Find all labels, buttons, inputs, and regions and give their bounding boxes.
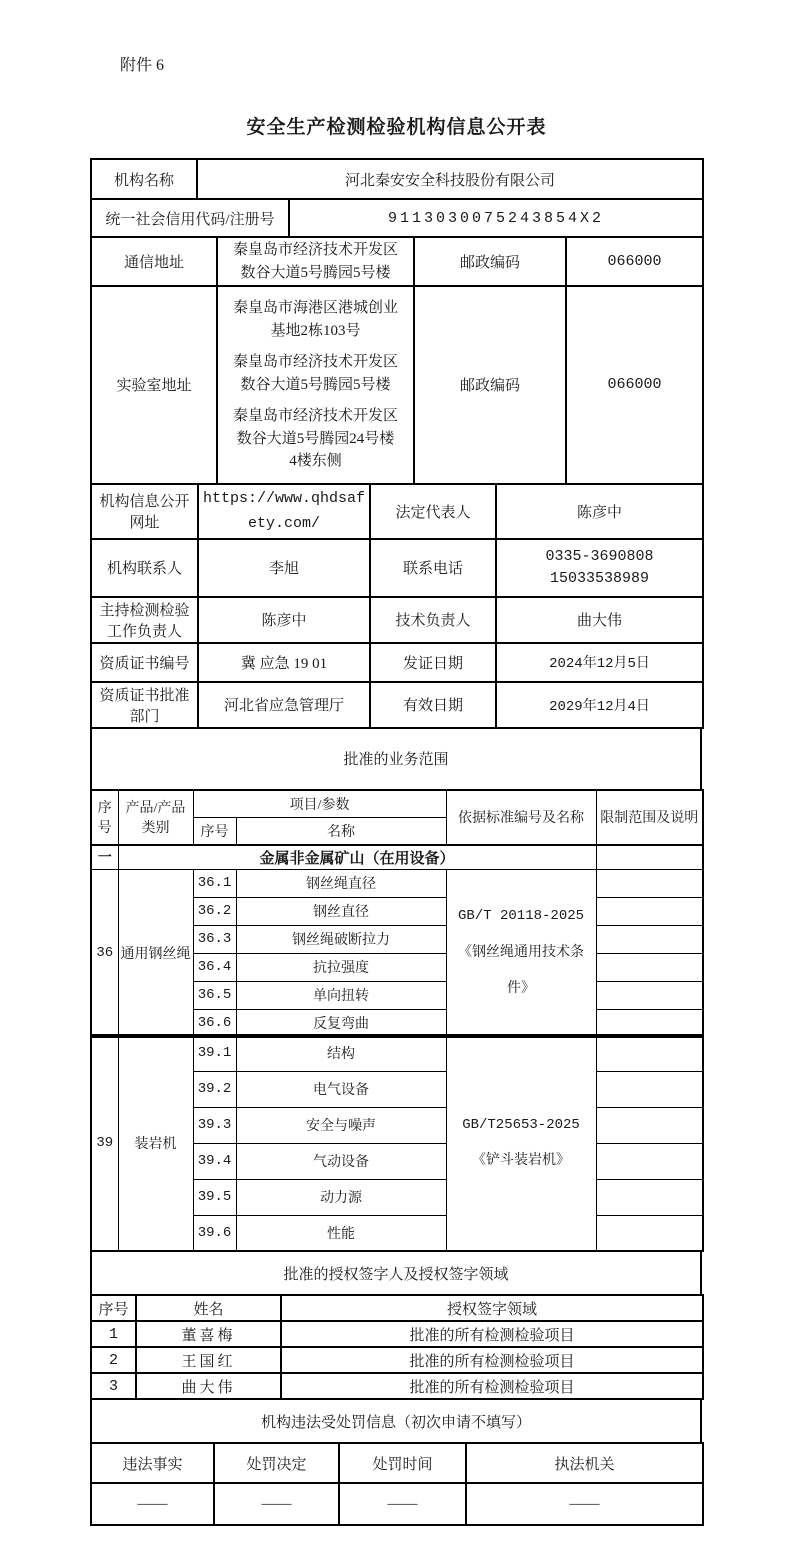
table-row <box>91 1321 703 1347</box>
item-name: 抗拉强度 <box>236 953 446 981</box>
contact-value: 李旭 <box>198 539 370 597</box>
table-row <box>91 869 703 897</box>
table-row <box>91 1035 703 1071</box>
item-name: 气动设备 <box>236 1143 446 1179</box>
item-no: 39.2 <box>193 1071 236 1107</box>
postal-address-value <box>217 237 414 286</box>
col-header-sub-no: 序号 <box>193 818 236 845</box>
org-name-value: 河北秦安安全科技股份有限公司 <box>197 159 703 199</box>
category-row <box>91 845 703 870</box>
vio-agency-value: —— <box>466 1483 703 1525</box>
sig-domain: 批准的所有检测检验项目 <box>281 1321 703 1347</box>
group-product: 装岩机 <box>118 1035 193 1251</box>
sig-no: 1 <box>91 1321 136 1347</box>
violations-table <box>90 1442 704 1526</box>
vio-col-agency: 执法机关 <box>466 1443 703 1483</box>
limit-cell <box>596 1071 703 1107</box>
cert-approver-value: 河北省应急管理厅 <box>198 682 370 728</box>
violations-section <box>90 1398 702 1444</box>
cert-approver-label: 资质证书批准部门 <box>91 682 198 728</box>
vio-col-fact: 违法事实 <box>91 1443 214 1483</box>
lead-value: 陈彦中 <box>198 597 370 643</box>
col-header-product: 产品/产品类别 <box>118 790 193 845</box>
form-block-bottom <box>90 1034 704 1526</box>
limit-cell <box>596 1107 703 1143</box>
sig-no: 2 <box>91 1347 136 1373</box>
signatories-section-title: 批准的授权签字人及授权签字领域 <box>91 1251 701 1295</box>
sig-domain: 批准的所有检测检验项目 <box>281 1373 703 1399</box>
postal-address-label: 通信地址 <box>91 237 217 286</box>
scope-table-39 <box>90 1034 704 1252</box>
item-name: 电气设备 <box>236 1071 446 1107</box>
group-no: 39 <box>91 1035 118 1251</box>
vio-decision-value: —— <box>214 1483 339 1525</box>
item-name: 单向扭转 <box>236 981 446 1009</box>
table-row <box>91 1347 703 1373</box>
limit-cell <box>596 1143 703 1179</box>
item-name: 钢丝直径 <box>236 897 446 925</box>
lab-address-3: 秦皇岛市经济技术开发区 数谷大道5号腾园24号楼 4楼东侧 <box>232 408 398 469</box>
table-row <box>91 682 703 728</box>
limit-cell <box>596 925 703 953</box>
lab-address-2: 秦皇岛市经济技术开发区 数谷大道5号腾园5号楼 <box>232 354 398 393</box>
credit-code-label: 统一社会信用代码/注册号 <box>91 199 289 237</box>
item-name: 钢丝绳直径 <box>236 869 446 897</box>
table-row <box>91 484 703 539</box>
table-row <box>91 237 703 286</box>
item-name: 性能 <box>236 1215 446 1251</box>
sig-col-name: 姓名 <box>136 1295 281 1321</box>
phone-value <box>496 539 703 597</box>
limit-cell <box>596 1179 703 1215</box>
limit-cell <box>596 1215 703 1251</box>
scope-table-36 <box>90 789 704 1039</box>
table-row <box>91 286 703 484</box>
category-name: 金属非金属矿山（在用设备） <box>118 845 596 870</box>
lab-address-1: 秦皇岛市海港区港城创业 基地2栋103号 <box>232 300 398 339</box>
limit-cell <box>596 981 703 1009</box>
info-row-credit-code <box>90 198 704 238</box>
item-no: 36.1 <box>193 869 236 897</box>
table-row <box>91 1373 703 1399</box>
sig-name: 董喜梅 <box>136 1321 281 1347</box>
zip-value: 066000 <box>566 237 703 286</box>
issue-date-value: 2024年12月5日 <box>496 643 703 682</box>
limit-cell <box>596 845 703 870</box>
table-row <box>91 1483 703 1525</box>
item-name: 安全与噪声 <box>236 1107 446 1143</box>
item-no: 36.3 <box>193 925 236 953</box>
lab-address-label: 实验室地址 <box>91 286 217 484</box>
item-no: 39.6 <box>193 1215 236 1251</box>
scope-section-title: 批准的业务范围 <box>91 728 701 790</box>
scope-section <box>90 727 702 791</box>
limit-cell <box>596 1035 703 1071</box>
website-label: 机构信息公开网址 <box>91 484 198 539</box>
lead-label: 主持检测检验工作负责人 <box>91 597 198 643</box>
contact-label: 机构联系人 <box>91 539 198 597</box>
zip-label: 邮政编码 <box>414 237 566 286</box>
item-no: 36.5 <box>193 981 236 1009</box>
table-row <box>91 643 703 682</box>
valid-date-label: 有效日期 <box>370 682 496 728</box>
vio-fact-value: —— <box>91 1483 214 1525</box>
category-no: 一 <box>91 845 118 870</box>
sig-col-domain: 授权签字领域 <box>281 1295 703 1321</box>
vio-time-value: —— <box>339 1483 466 1525</box>
table-row <box>91 597 703 643</box>
lab-address-value <box>217 286 414 484</box>
phone-1: 0335-3690808 <box>545 548 654 565</box>
sig-name: 王国红 <box>136 1347 281 1373</box>
group-no: 36 <box>91 869 118 1037</box>
group-product: 通用钢丝绳 <box>118 869 193 1037</box>
legal-rep-value: 陈彦中 <box>496 484 703 539</box>
group-standard: GB/T25653-2025《铲斗装岩机》 <box>446 1035 596 1251</box>
limit-cell <box>596 897 703 925</box>
zip-label: 邮政编码 <box>414 286 566 484</box>
violations-section-title: 机构违法受处罚信息（初次申请不填写） <box>91 1399 701 1443</box>
page-title: 安全生产检测检验机构信息公开表 <box>246 117 547 138</box>
item-no: 36.2 <box>193 897 236 925</box>
tech-lead-value: 曲大伟 <box>496 597 703 643</box>
table-header-row <box>91 1443 703 1483</box>
limit-cell <box>596 869 703 897</box>
sig-no: 3 <box>91 1373 136 1399</box>
vio-col-decision: 处罚决定 <box>214 1443 339 1483</box>
item-no: 39.3 <box>193 1107 236 1143</box>
item-no: 39.1 <box>193 1035 236 1071</box>
website-value: https://www.qhdsafety.com/ <box>198 484 370 539</box>
zip-value: 066000 <box>566 286 703 484</box>
table-header-row <box>91 1295 703 1321</box>
sig-name: 曲大伟 <box>136 1373 281 1399</box>
limit-cell <box>596 1009 703 1037</box>
signatories-table <box>90 1294 704 1400</box>
item-name: 结构 <box>236 1035 446 1071</box>
sig-domain: 批准的所有检测检验项目 <box>281 1347 703 1373</box>
postal-address-line: 秦皇岛市经济技术开发区 <box>232 242 398 258</box>
info-rows-addresses <box>90 236 704 485</box>
info-rows-contacts <box>90 483 704 729</box>
signatories-section <box>90 1250 702 1296</box>
item-no: 39.5 <box>193 1179 236 1215</box>
table-header-row <box>91 790 703 818</box>
info-row-org-name <box>90 158 704 200</box>
limit-cell <box>596 953 703 981</box>
legal-rep-label: 法定代表人 <box>370 484 496 539</box>
issue-date-label: 发证日期 <box>370 643 496 682</box>
valid-date-value: 2029年12月4日 <box>496 682 703 728</box>
col-header-limit: 限制范围及说明 <box>596 790 703 845</box>
item-name: 钢丝绳破断拉力 <box>236 925 446 953</box>
cert-no-label: 资质证书编号 <box>91 643 198 682</box>
item-no: 39.4 <box>193 1143 236 1179</box>
cert-no-value: 冀 应急 19 01 <box>198 643 370 682</box>
col-header-item-param: 项目/参数 <box>193 790 446 818</box>
group-standard: GB/T 20118-2025《钢丝绳通用技术条件》 <box>446 869 596 1037</box>
tech-lead-label: 技术负责人 <box>370 597 496 643</box>
item-no: 36.4 <box>193 953 236 981</box>
attachment-label: 附件 6 <box>120 57 165 74</box>
sig-col-no: 序号 <box>91 1295 136 1321</box>
org-name-label: 机构名称 <box>91 159 197 199</box>
form-block-top <box>90 158 704 1038</box>
phone-label: 联系电话 <box>370 539 496 597</box>
col-header-name: 名称 <box>236 818 446 845</box>
col-header-no: 序号 <box>91 790 118 845</box>
item-no: 36.6 <box>193 1009 236 1037</box>
item-name: 反复弯曲 <box>236 1009 446 1037</box>
postal-address-line: 数谷大道5号腾园5号楼 <box>240 264 391 281</box>
item-name: 动力源 <box>236 1179 446 1215</box>
credit-code-value: 9113030075243854X2 <box>289 199 703 237</box>
phone-2: 15033538989 <box>549 570 650 587</box>
vio-col-time: 处罚时间 <box>339 1443 466 1483</box>
table-row <box>91 539 703 597</box>
col-header-standard: 依据标准编号及名称 <box>446 790 596 845</box>
